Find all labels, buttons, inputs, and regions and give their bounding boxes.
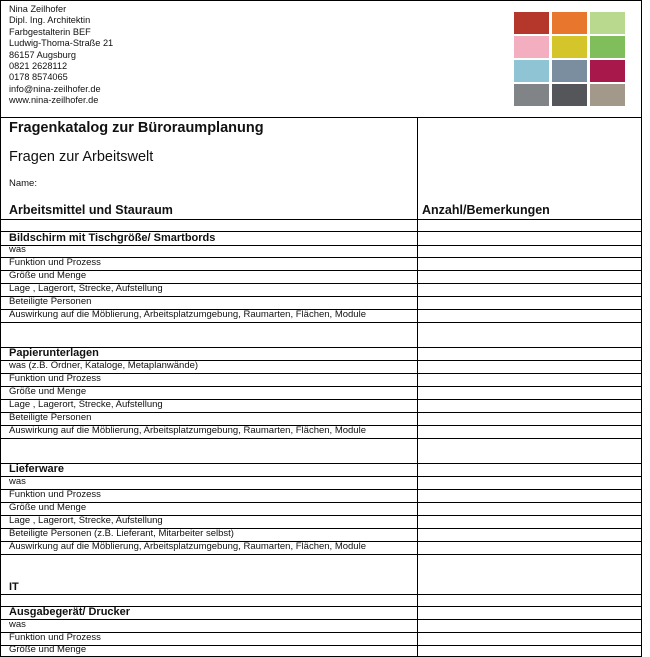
row-divider: [0, 438, 642, 439]
question-row-label: Auswirkung auf die Möblierung, Arbeitsplatzumgebung, Raumarten, Flächen, Module: [9, 425, 366, 436]
question-row-label: Größe und Menge: [9, 644, 87, 655]
section-heading: Bildschirm mit Tischgröße/ Smartbords: [9, 232, 216, 244]
row-divider: [0, 463, 642, 464]
address-line: Ludwig-Thoma-Straße 21: [9, 38, 114, 49]
question-row-label: Funktion und Prozess: [9, 632, 101, 643]
row-divider: [0, 476, 642, 477]
row-divider: [0, 412, 642, 413]
question-row-label: Beteiligte Personen: [9, 412, 92, 423]
row-divider: [0, 296, 642, 297]
row-divider: [0, 219, 642, 220]
section-heading: Ausgabegerät/ Drucker: [9, 606, 131, 618]
question-row-label: Größe und Menge: [9, 502, 87, 513]
question-row-label: was: [9, 244, 26, 255]
section-heading: IT: [9, 581, 19, 593]
row-divider: [0, 502, 642, 503]
row-divider: [0, 386, 642, 387]
address-line: 86157 Augsburg: [9, 49, 76, 60]
address-line: Dipl. Ing. Architektin: [9, 15, 91, 26]
question-row-label: was: [9, 619, 26, 630]
question-row-label: was (z.B. Ordner, Kataloge, Metaplanwände): [9, 360, 199, 371]
question-row-label: Auswirkung auf die Möblierung, Arbeitsplatzumgebung, Raumarten, Flächen, Module: [9, 309, 366, 320]
question-row-label: Lage , Lagerort, Strecke, Aufstellung: [9, 515, 163, 526]
address-line: 0178 8574065: [9, 72, 68, 83]
section-heading: Lieferware: [9, 463, 65, 475]
row-divider: [0, 645, 642, 646]
question-row-label: Lage , Lagerort, Strecke, Aufstellung: [9, 283, 163, 294]
column-header-notes: Anzahl/Bemerkungen: [422, 203, 550, 217]
question-row-label: Beteiligte Personen: [9, 296, 92, 307]
question-row-label: Beteiligte Personen (z.B. Lieferant, Mitarbeiter selbst): [9, 528, 234, 539]
row-divider: [0, 594, 642, 595]
question-row-label: Funktion und Prozess: [9, 373, 101, 384]
question-row-label: Auswirkung auf die Möblierung, Arbeitsplatzumgebung, Raumarten, Flächen, Module: [9, 541, 366, 552]
page-subtitle: Fragen zur Arbeitswelt: [9, 149, 154, 165]
page-title: Fragenkatalog zur Büroraumplanung: [9, 120, 264, 136]
address-line[interactable]: info@nina-zeilhofer.de: [9, 83, 101, 94]
question-row-label: Größe und Menge: [9, 270, 87, 281]
question-row-label: Lage , Lagerort, Strecke, Aufstellung: [9, 399, 163, 410]
row-divider: [0, 322, 642, 323]
question-row-label: was: [9, 476, 26, 487]
address-line[interactable]: www.nina-zeilhofer.de: [9, 95, 99, 106]
question-row-label: Funktion und Prozess: [9, 257, 101, 268]
address-line: Farbgestalterin BEF: [9, 26, 91, 37]
section-heading: Papierunterlagen: [9, 347, 99, 359]
row-divider: [0, 619, 642, 620]
address-line: 0821 2628112: [9, 61, 68, 72]
row-divider: [0, 554, 642, 555]
address-line: Nina Zeilhofer: [9, 4, 67, 14]
column-header-items: Arbeitsmittel und Stauraum: [9, 203, 173, 217]
question-row-label: Funktion und Prozess: [9, 489, 101, 500]
name-field-label: Name:: [9, 178, 37, 189]
question-row-label: Größe und Menge: [9, 386, 87, 397]
row-divider: [0, 245, 642, 246]
row-divider: [0, 270, 642, 271]
